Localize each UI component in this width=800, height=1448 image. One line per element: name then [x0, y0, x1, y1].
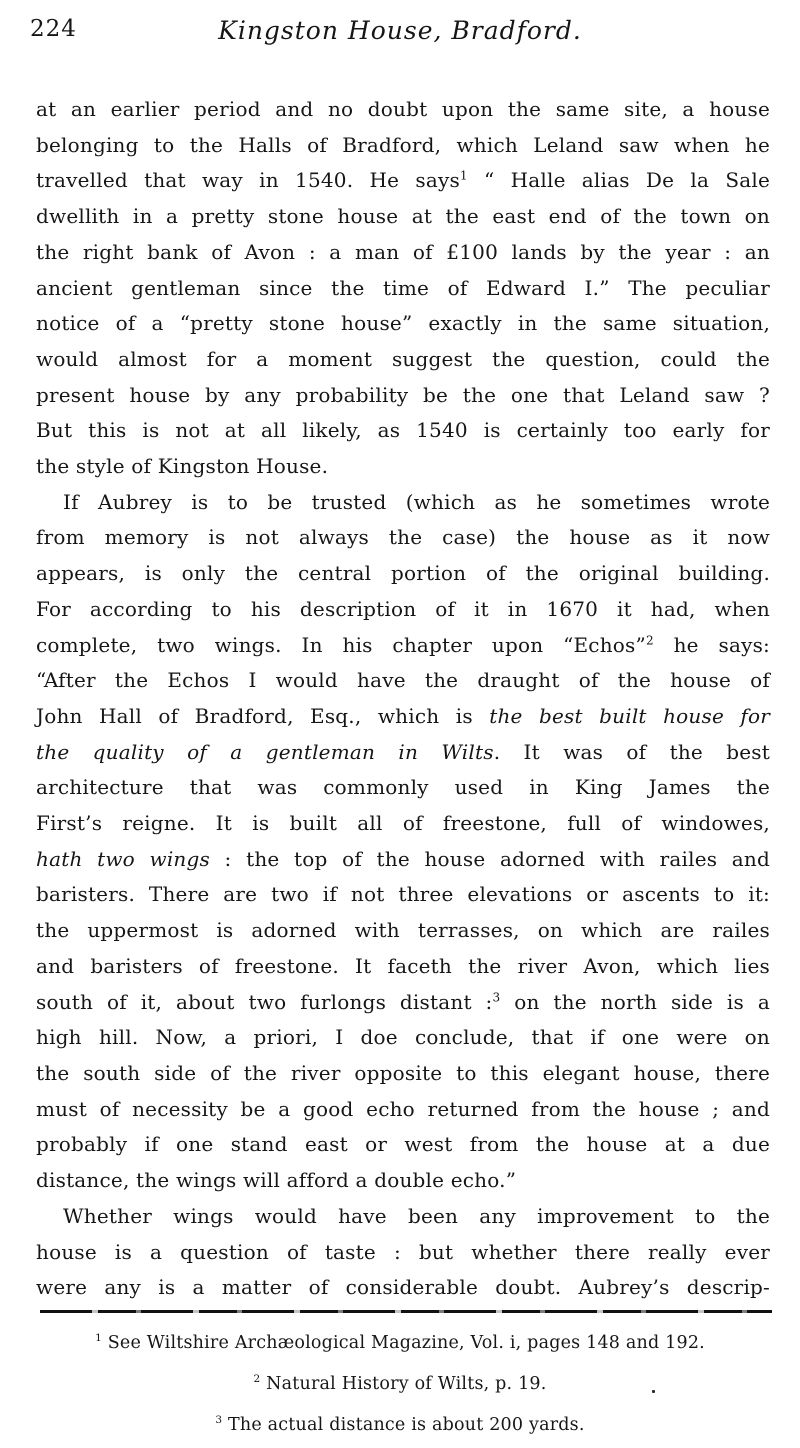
- text-segment: See Wiltshire Archæological Magazine, Vol. i, pages 148 and 192.: [101, 1332, 705, 1353]
- running-title: Kingston House, Bradford.: [218, 16, 582, 45]
- text-line: [36, 770, 770, 806]
- text-segment: house is a question of taste : but whether there really ever: [36, 1239, 770, 1264]
- text-line: [36, 413, 770, 449]
- page-number: 224: [30, 16, 77, 42]
- text-segment: For according to his description of it in 1670 it had, when: [36, 596, 770, 621]
- text-segment: the uppermost is adorned with terrasses, on which are railes: [36, 918, 770, 943]
- text-segment: the south side of the river opposite to this elegant house, there: [36, 1060, 770, 1085]
- body-text: [36, 92, 770, 1306]
- footnote-reference: 1: [459, 168, 468, 183]
- footnote-reference: 2: [253, 1373, 261, 1386]
- text-segment: from memory is not always the case) the house as it now: [36, 525, 770, 550]
- text-segment: the quality of a gentleman in Wilts: [36, 739, 494, 764]
- text-segment: at an earlier period and no doubt upon the same site, a house: [36, 97, 770, 121]
- text-line: [36, 92, 770, 128]
- text-line: [36, 913, 770, 949]
- text-line: [36, 842, 770, 878]
- scan-speck: [652, 1390, 655, 1393]
- text-line: [36, 877, 770, 913]
- text-line: [36, 1127, 770, 1163]
- text-line: [36, 1199, 770, 1235]
- text-line: [36, 663, 770, 699]
- text-line: [36, 1235, 770, 1271]
- text-segment: architecture that was commonly used in King James the: [36, 775, 770, 800]
- text-segment: Natural History of Wilts, p. 19.: [260, 1373, 547, 1394]
- text-segment: hath two wings: [36, 846, 210, 871]
- text-segment: and baristers of freestone. It faceth the river Avon, which lies: [36, 953, 770, 978]
- text-line: [36, 449, 770, 485]
- text-segment: he says:: [653, 632, 770, 657]
- footnote-reference: 3: [492, 989, 501, 1004]
- text-line: [36, 342, 770, 378]
- text-segment: The actual distance is about 200 yards.: [222, 1414, 585, 1435]
- text-segment: . It was of the best: [493, 739, 770, 764]
- text-line: [36, 556, 770, 592]
- text-segment: dwellith in a pretty stone house at the east end of the town on: [36, 204, 770, 229]
- text-line: [30, 1323, 770, 1364]
- text-line: [36, 163, 770, 199]
- text-segment: But this is not at all likely, as 1540 is certainly too early for: [36, 418, 770, 443]
- text-line: [36, 735, 770, 771]
- text-segment: the best built house for: [489, 703, 770, 728]
- text-line: [36, 985, 770, 1021]
- text-line: [30, 1405, 770, 1446]
- text-segment: must of necessity be a good echo returned from the house ; and: [36, 1096, 770, 1121]
- text-segment: Whether wings would have been any improvement to the: [63, 1203, 770, 1228]
- text-line: [36, 1020, 770, 1056]
- text-line: [30, 1364, 770, 1405]
- text-segment: First’s reigne. It is built all of freestone, full of windowes,: [36, 811, 770, 836]
- text-segment: on the north side is a: [500, 989, 770, 1014]
- text-line: [36, 1092, 770, 1128]
- text-segment: present house by any probability be the one that Leland saw ?: [36, 382, 770, 407]
- text-line: [36, 806, 770, 842]
- text-line: [36, 485, 770, 521]
- text-line: [36, 271, 770, 307]
- footnotes: [30, 1323, 770, 1446]
- text-segment: were any is a matter of considerable doubt. Aubrey’s descrip-: [36, 1275, 770, 1300]
- footnote-reference: 3: [215, 1414, 223, 1427]
- text-segment: the right bank of Avon : a man of £100 lands by the year : an: [36, 239, 770, 264]
- text-segment: ancient gentleman since the time of Edward I.” The peculiar: [36, 275, 770, 300]
- text-line: [36, 628, 770, 664]
- text-segment: high hill. Now, a priori, I doe conclude, that if one were on: [36, 1025, 770, 1050]
- text-line: [36, 1056, 770, 1092]
- text-segment: the style of Kingston House.: [36, 454, 329, 479]
- text-segment: appears, is only the central portion of the original building.: [36, 561, 770, 586]
- text-segment: travelled that way in 1540. He says: [36, 168, 460, 193]
- text-segment: baristers. There are two if not three elevations or ascents to it:: [36, 882, 770, 907]
- text-line: [36, 235, 770, 271]
- text-segment: distance, the wings will afford a double echo.”: [36, 1168, 517, 1193]
- text-segment: If Aubrey is to be trusted (which as he sometimes wrote: [63, 489, 770, 514]
- text-segment: John Hall of Bradford, Esq., which is: [36, 703, 490, 728]
- text-segment: would almost for a moment suggest the question, could the: [36, 346, 770, 371]
- footnote-reference: 1: [95, 1332, 102, 1345]
- text-segment: probably if one stand east or west from the house at a due: [36, 1132, 770, 1157]
- text-segment: complete, two wings. In his chapter upon “Echos”: [36, 632, 646, 657]
- text-segment: “ Halle alias De la Sale: [467, 168, 770, 193]
- text-segment: notice of a “pretty stone house” exactly in the same situation,: [36, 311, 770, 336]
- text-line: [36, 199, 770, 235]
- text-segment: “After the Echos I would have the draught of the house of: [36, 668, 770, 693]
- footnote-reference: 2: [645, 632, 654, 647]
- text-line: [36, 306, 770, 342]
- text-segment: belonging to the Halls of Bradford, which Leland saw when he: [36, 132, 770, 157]
- text-line: [36, 128, 770, 164]
- text-segment: : the top of the house adorned with railes and: [209, 846, 770, 871]
- text-segment: south of it, about two furlongs distant :: [36, 989, 493, 1014]
- text-line: [36, 378, 770, 414]
- text-line: [36, 949, 770, 985]
- page-header: [0, 0, 800, 74]
- text-line: [36, 1270, 770, 1306]
- text-line: [36, 592, 770, 628]
- text-line: [36, 520, 770, 556]
- text-line: [36, 1163, 770, 1199]
- footnote-divider: [40, 1310, 772, 1313]
- text-line: [36, 699, 770, 735]
